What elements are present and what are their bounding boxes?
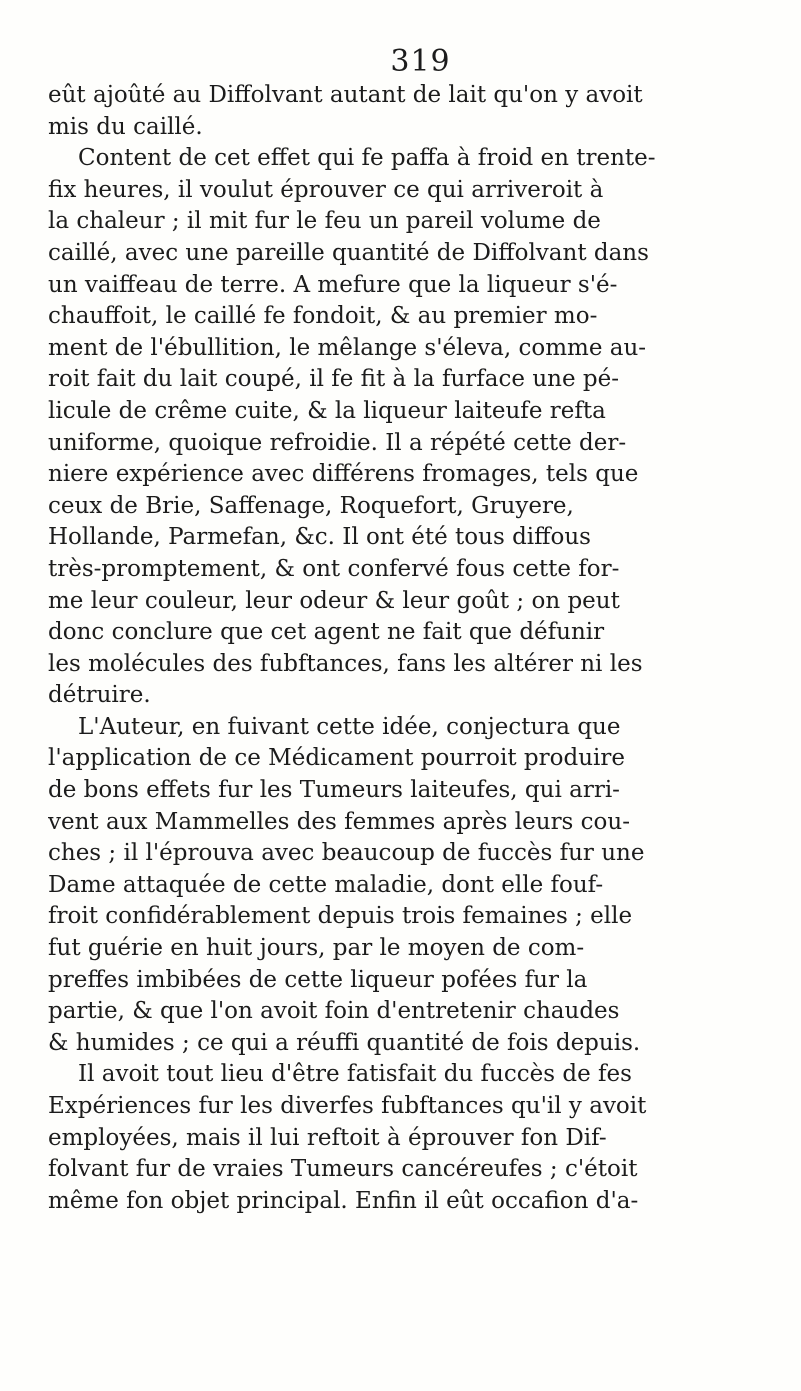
text-line: roit fait du lait coupé, il fe fit à la furface une pé- — [48, 366, 619, 393]
text-line: chauffoit, le caillé fe fondoit, & au premier mo- — [48, 303, 598, 330]
text-line: eût ajoûté au Diffolvant autant de lait qu'on y avoit — [48, 82, 643, 108]
text-line: folvant fur de vraies Tumeurs cancéreufes ; c'étoit — [48, 1156, 638, 1183]
text-line: me leur couleur, leur odeur & leur goût ; on peut — [48, 587, 620, 614]
text-line: ches ; il l'éprouva avec beaucoup de fuccès fur une — [48, 840, 645, 867]
text-line: caillé, avec une pareille quantité de Diffolvant dans — [48, 239, 649, 266]
text-line: très-promptement, & ont confervé fous cette for- — [48, 555, 620, 582]
text-line: ment de l'ébullition, le mêlange s'éleva, comme au- — [48, 334, 647, 361]
text-line: détruire. — [48, 682, 151, 709]
text-line: fut guérie en huit jours, par le moyen de com- — [48, 935, 585, 962]
text-line: Dame attaquée de cette maladie, dont elle fouf- — [48, 871, 604, 898]
text-line: Il avoit tout lieu d'être fatisfait du fuccès de fes — [78, 1061, 632, 1088]
text-line: ceux de Brie, Saffenage, Roquefort, Gruyere, — [48, 492, 574, 519]
text-line: de bons effets fur les Tumeurs laiteufes, qui arri- — [48, 777, 620, 804]
text-line: même fon objet principal. Enfin il eût occafion d'a- — [48, 1187, 639, 1214]
text-line: uniforme, quoique refroidie. Il a répété cette der- — [48, 429, 627, 456]
text-line: preffes imbibées de cette liqueur pofées fur la — [48, 966, 588, 993]
text-line: mis du caillé. — [48, 113, 203, 140]
text-line: Content de cet effet qui fe paffa à froid en trente- — [78, 145, 656, 172]
text-line: les molécules des fubftances, fans les altérer ni les — [48, 650, 643, 677]
text-line: la chaleur ; il mit fur le feu un pareil volume de — [48, 208, 601, 235]
text-line: l'application de ce Médicament pourroit produire — [48, 745, 625, 772]
text-line: partie, & que l'on avoit foin d'entretenir chaudes — [48, 998, 620, 1025]
text-line: niere expérience avec différens fromages, tels que — [48, 461, 639, 488]
page-number: 319 — [390, 44, 451, 79]
text-line: & humides ; ce qui a réuffi quantité de fois depuis. — [48, 1029, 641, 1056]
text-line: un vaiffeau de terre. A mefure que la liqueur s'é- — [48, 271, 618, 298]
text-line: vent aux Mammelles des femmes après leurs cou- — [48, 808, 630, 835]
text-line: Expériences fur les diverfes fubftances qu'il y avoit — [48, 1093, 647, 1119]
text-line: employées, mais il lui reftoit à éprouver fon Dif- — [48, 1124, 607, 1151]
text-line: fix heures, il voulut éprouver ce qui arriveroit à — [48, 176, 604, 203]
body-text — [48, 80, 766, 1217]
text-line: donc conclure que cet agent ne fait que défunir — [48, 619, 605, 646]
text-line: L'Auteur, en fuivant cette idée, conjectura que — [78, 713, 621, 740]
text-line: froit confidérablement depuis trois femaines ; elle — [48, 903, 633, 930]
text-line: Hollande, Parmefan, &c. Il ont été tous diffous — [48, 524, 591, 551]
text-line: licule de crême cuite, & la liqueur laiteufe refta — [48, 397, 606, 424]
